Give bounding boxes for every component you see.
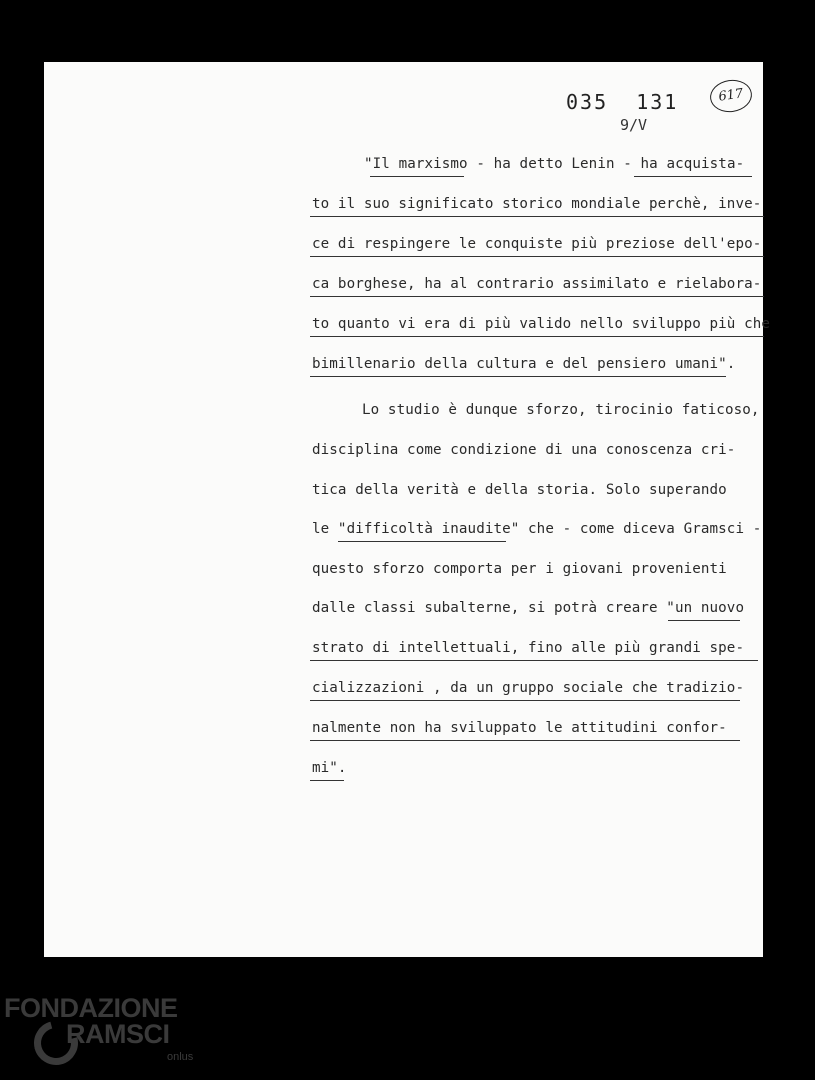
text-line: ce di respingere le conquiste più preziose dell'epo- bbox=[312, 236, 762, 252]
handwritten-page-number: 617 bbox=[708, 77, 754, 115]
underline bbox=[310, 740, 740, 741]
text-line: disciplina come condizione di una conoscenza cri- bbox=[312, 442, 736, 458]
text-line: questo sforzo comporta per i giovani provenienti bbox=[312, 561, 727, 577]
logo-text-fondazione: FONDAZIONE bbox=[4, 993, 178, 1023]
text-line: tica della verità e della storia. Solo superando bbox=[312, 482, 727, 498]
text-line: to quanto vi era di più valido nello sviluppo più che bbox=[312, 316, 771, 332]
text-line: to il suo significato storico mondiale perchè, inve- bbox=[312, 196, 762, 212]
underline bbox=[310, 256, 764, 257]
underline bbox=[310, 296, 764, 297]
underline bbox=[310, 660, 758, 661]
page-reference: 9/V bbox=[620, 116, 648, 134]
text-line: le "difficoltà inaudite" che - come diceva Gramsci - bbox=[312, 521, 762, 537]
logo-text-gramsci: RAMSCI bbox=[66, 1019, 170, 1049]
underline bbox=[310, 376, 726, 377]
fondazione-gramsci-logo bbox=[4, 993, 204, 1073]
text-line: dalle classi subalterne, si potrà creare "un nuovo bbox=[312, 600, 745, 616]
text-line: ca borghese, ha al contrario assimilato e rielabora- bbox=[312, 276, 762, 292]
text-line: mi". bbox=[312, 760, 347, 776]
underline bbox=[310, 780, 344, 781]
underline bbox=[634, 176, 752, 177]
underline bbox=[310, 336, 764, 337]
text-line: Lo studio è dunque sforzo, tirocinio faticoso, bbox=[362, 402, 760, 418]
page-edge-shadow bbox=[763, 62, 770, 957]
text-line: "Il marxismo - ha detto Lenin - ha acquista- bbox=[364, 156, 745, 172]
text-line: strato di intellettuali, fino alle più grandi spe- bbox=[312, 640, 745, 656]
document-number: 035 131 bbox=[566, 90, 679, 114]
underline bbox=[338, 541, 506, 542]
logo-text-onlus: onlus bbox=[167, 1051, 194, 1063]
underline bbox=[668, 620, 740, 621]
underline bbox=[310, 216, 764, 217]
text-line: nalmente non ha sviluppato le attitudini confor- bbox=[312, 720, 727, 736]
text-line: bimillenario della cultura e del pensiero umani". bbox=[312, 356, 736, 372]
underline bbox=[370, 176, 464, 177]
text-line: cializzazioni , da un gruppo sociale che tradizio- bbox=[312, 680, 745, 696]
underline bbox=[310, 700, 740, 701]
